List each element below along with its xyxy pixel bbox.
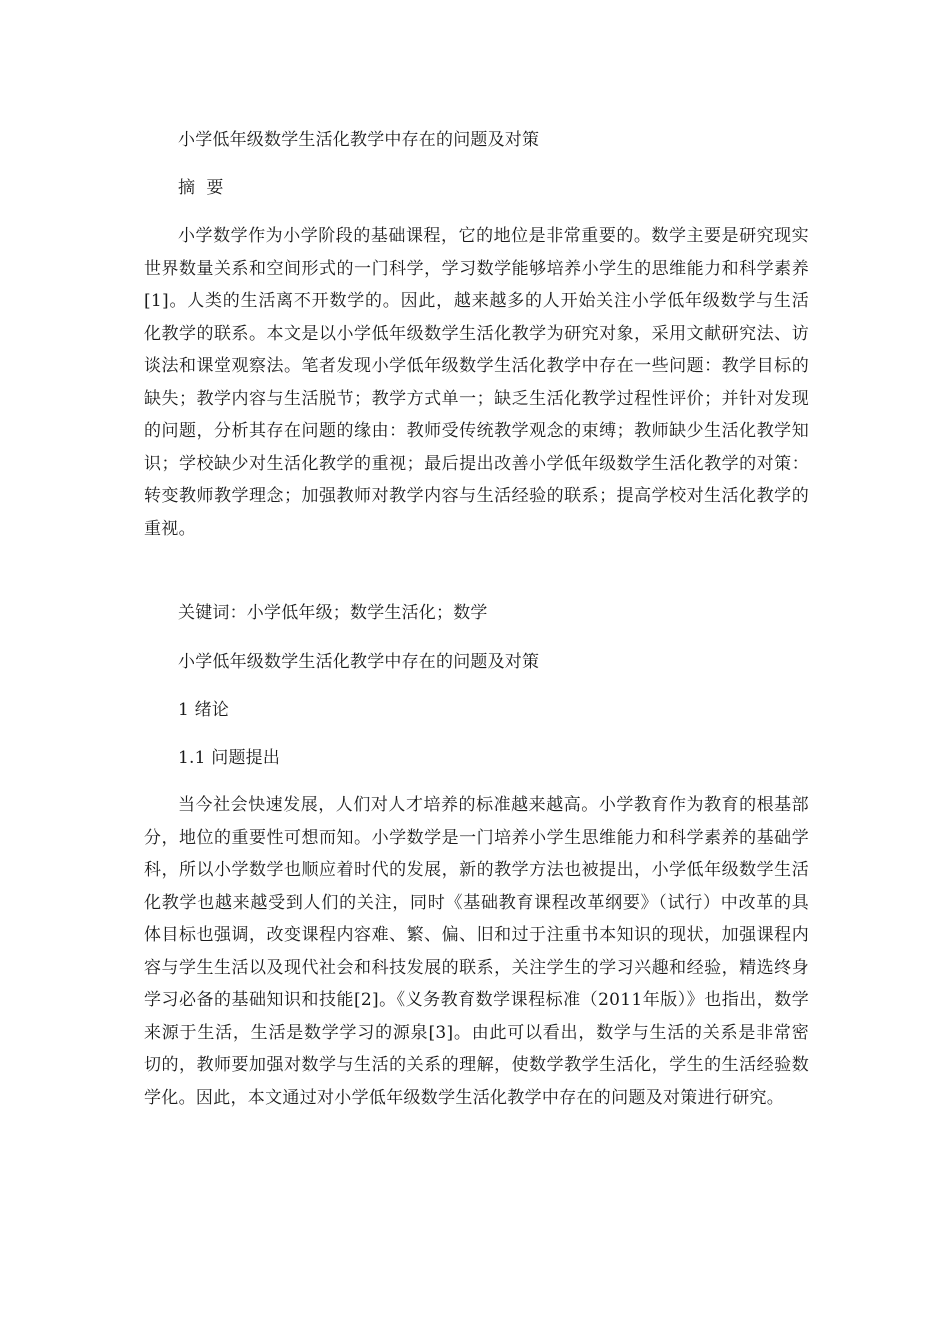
keywords-line: 关键词：小学低年级；数学生活化；数学	[178, 603, 488, 623]
abstract-paragraph: 小学数学作为小学阶段的基础课程，它的地位是非常重要的。数学主要是研究现实世界数量关系和空间形式的一门科学，学习数学能够培养小学生的思维能力和科学素养[1]。人类的生活离不开数学的。因此，越来越多的人开始关注小学低年级数学与生活化教学的联系。本文是以小学低年级数学生活化教学为研究对象，采用文献研究法、访谈法和课堂观察法。笔者发现小学低年级数学生活化教学中存在一些问题：教学目标的缺失；教学内容与生活脱节；教学方式单一；缺乏生活化教学过程性评价；并针对发现的问题，分析其存在问题的缘由：教师受传统教学观念的束缚；教师缺少生活化教学知识；学校缺少对生活化教学的重视；最后提出改善小学低年级数学生活化教学的对策：转变教师教学理念；加强教师对教学内容与生活经验的联系；提高学校对生活化教学的重视。	[144, 226, 809, 539]
section-heading-1: 1 绪论	[178, 700, 230, 720]
section-1-1-paragraph: 当今社会快速发展，人们对人才培养的标准越来越高。小学教育作为教育的根基部分，地位的重要性可想而知。小学数学是一门培养小学生思维能力和科学素养的基础学科，所以小学数学也顺应着时代的发展，新的教学方法也被提出，小学低年级数学生活化教学也越来越受到人们的关注，同时《基础教育课程改革纲要》（试行）中改革的具体目标也强调，改变课程内容难、繁、偏、旧和过于注重书本知识的现状，加强课程内容与学生生活以及现代社会和科技发展的联系，关注学生的学习兴趣和经验，精选终身学习必备的基础知识和技能[2]。《义务教育数学课程标准（2011年版）》也指出，数学来源于生活，生活是数学学习的源泉[3]。由此可以看出，数学与生活的关系是非常密切的，教师要加强对数学与生活的关系的理解，使数学教学生活化，学生的生活经验数学化。因此，本文通过对小学低年级数学生活化教学中存在的问题及对策进行研究。	[144, 795, 809, 1108]
document-title: 小学低年级数学生活化教学中存在的问题及对策	[178, 130, 540, 150]
body-title: 小学低年级数学生活化教学中存在的问题及对策	[178, 652, 540, 672]
abstract-heading: 摘 要	[178, 178, 224, 198]
section-heading-1-1: 1.1 问题提出	[178, 748, 281, 768]
